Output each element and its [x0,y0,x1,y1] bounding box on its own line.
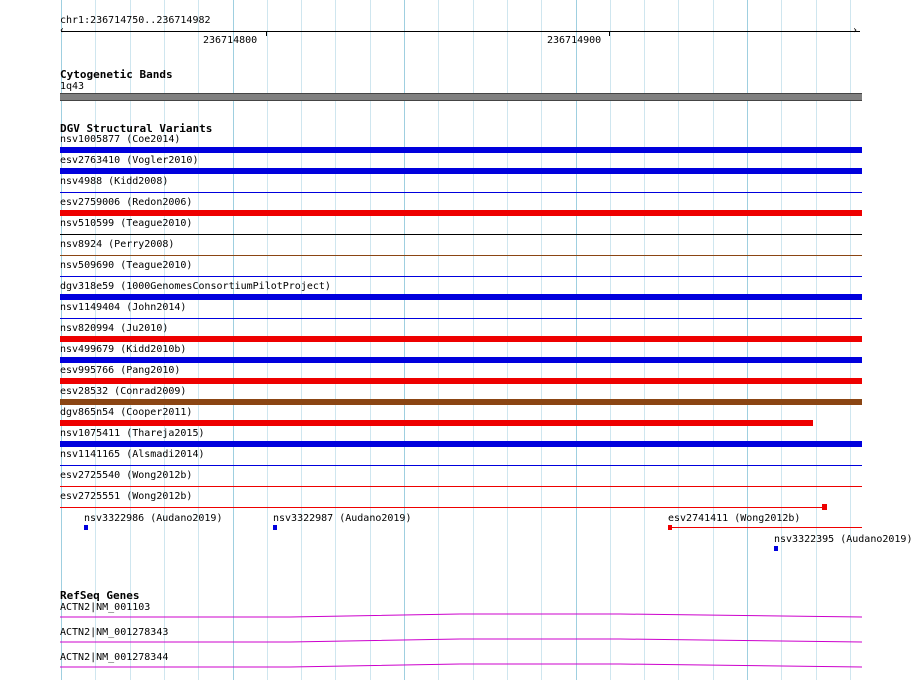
refseq-gene-label: ACTN2|NM_001278343 [60,627,169,638]
dgv-feature-label: esv2763410 (Vogler2010) [60,155,199,166]
dgv-feature-label: dgv318e59 (1000GenomesConsortiumPilotProject) [60,281,331,292]
refseq-gene-model[interactable] [60,662,864,670]
dgv-feature-glyph[interactable] [60,507,824,508]
dgv-feature-label: nsv4988 (Kidd2008) [60,176,169,187]
dgv-feature-glyph[interactable] [60,420,813,426]
refseq-gene-label: ACTN2|NM_001103 [60,602,151,613]
refseq-gene-model[interactable] [60,637,864,645]
dgv-feature-label: nsv509690 (Teague2010) [60,260,193,271]
dgv-feature-label: nsv1005877 (Coe2014) [60,134,181,145]
refseq-gene-model[interactable] [60,612,864,620]
refseq-gene-label: ACTN2|NM_001278344 [60,652,169,663]
dgv-feature-label: nsv499679 (Kidd2010b) [60,344,187,355]
ruler-tick-1 [266,31,267,36]
dgv-small-feature-label: nsv3322395 (Audano2019) [774,534,912,545]
dgv-feature-glyph[interactable] [60,486,862,487]
dgv-feature-label: esv2725540 (Wong2012b) [60,470,193,481]
dgv-feature-glyph[interactable] [60,192,862,193]
dgv-feature-label: dgv865n54 (Cooper2011) [60,407,193,418]
locus-label: chr1:236714750..236714982 [60,15,211,26]
track-title-dgv: DGV Structural Variants [60,122,213,135]
track-title-refseq: RefSeq Genes [60,589,140,602]
dgv-feature-glyph[interactable] [60,294,862,300]
ruler-left-arrow[interactable]: ‹ [59,25,66,36]
ruler-right-arrow[interactable]: › [852,25,859,36]
dgv-feature-label: nsv1141165 (Alsmadi2014) [60,449,205,460]
dgv-small-feature-label: esv2741411 (Wong2012b) [668,513,801,524]
dgv-feature-label: nsv820994 (Ju2010) [60,323,169,334]
dgv-feature-glyph[interactable] [60,441,862,447]
dgv-feature-label: nsv1075411 (Thareja2015) [60,428,205,439]
ruler-label-1: 236714800 [203,35,258,46]
dgv-feature-glyph[interactable] [60,336,862,342]
dgv-feature-glyph[interactable] [60,168,862,174]
dgv-feature-glyph[interactable] [60,255,862,256]
dgv-feature-glyph[interactable] [60,378,862,384]
dgv-feature-label: nsv510599 (Teague2010) [60,218,193,229]
dgv-feature-label: nsv1149404 (John2014) [60,302,187,313]
dgv-feature-label: esv2725551 (Wong2012b) [60,491,193,502]
dgv-small-feature-span[interactable] [672,527,862,528]
dgv-feature-glyph[interactable] [60,399,862,405]
dgv-feature-glyph[interactable] [60,234,862,235]
cyto-band-bar[interactable] [60,93,862,101]
ruler-axis [61,31,860,32]
dgv-feature-end[interactable] [822,504,827,510]
dgv-feature-label: nsv8924 (Perry2008) [60,239,175,250]
dgv-feature-glyph[interactable] [60,357,862,363]
ruler-tick-2 [609,31,610,36]
cyto-band-label: 1q43 [60,81,85,92]
dgv-feature-glyph[interactable] [60,210,862,216]
dgv-small-feature-marker[interactable] [774,546,778,551]
dgv-small-feature-label: nsv3322987 (Audano2019) [273,513,412,524]
dgv-feature-label: esv995766 (Pang2010) [60,365,181,376]
dgv-small-feature-marker[interactable] [273,525,277,530]
dgv-small-feature-marker[interactable] [84,525,88,530]
dgv-feature-glyph[interactable] [60,276,862,277]
dgv-small-feature-label: nsv3322986 (Audano2019) [84,513,223,524]
dgv-feature-glyph[interactable] [60,318,862,319]
track-title-cyto: Cytogenetic Bands [60,68,173,81]
dgv-feature-glyph[interactable] [60,465,862,466]
ruler-label-2: 236714900 [547,35,602,46]
dgv-feature-label: esv2759006 (Redon2006) [60,197,193,208]
dgv-feature-glyph[interactable] [60,147,862,153]
dgv-feature-label: esv28532 (Conrad2009) [60,386,187,397]
